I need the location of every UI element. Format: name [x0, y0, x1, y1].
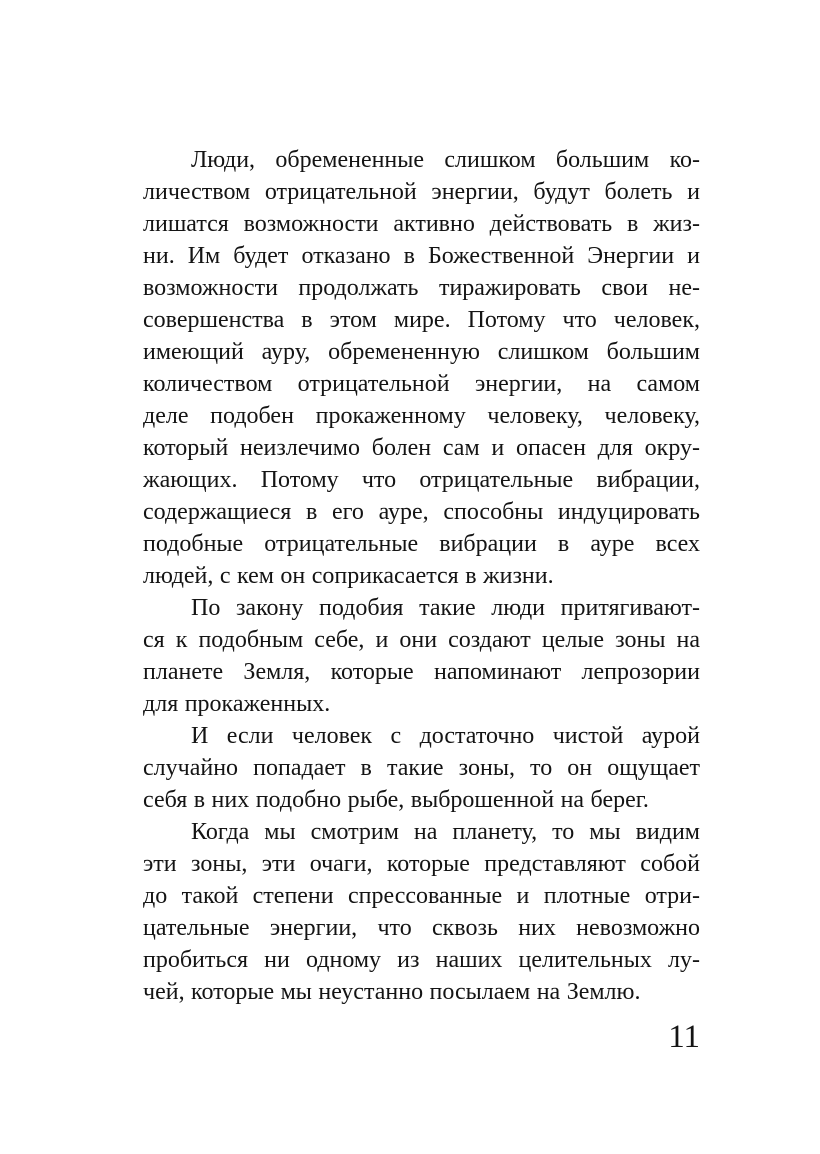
text-line: эти зоны, эти очаги, которые представляют собой [143, 851, 700, 877]
text-line: Люди, обремененные слишком большим ко- [191, 147, 700, 173]
text-line: планете Земля, которые напоминают лепрозории [143, 659, 700, 685]
text-line: количеством отрицательной энергии, на самом [143, 371, 700, 397]
text-line: людей, с кем он соприкасается в жизни. [143, 563, 554, 589]
text-line: личеством отрицательной энергии, будут болеть и [143, 179, 700, 205]
text-line: подобные отрицательные вибрации в ауре всех [143, 531, 700, 557]
text-line: имеющий ауру, обремененную слишком большим [143, 339, 700, 365]
text-line: И если человек с достаточно чистой аурой [191, 723, 700, 749]
text-line: для прокаженных. [143, 691, 331, 717]
text-block [143, 144, 700, 1008]
text-line: пробиться ни одному из наших целительных лу- [143, 947, 700, 973]
text-line: до такой степени спрессованные и плотные отри- [143, 883, 700, 909]
text-line: По закону подобия такие люди притягивают- [191, 595, 700, 621]
text-line: лишатся возможности активно действовать в жиз- [143, 211, 700, 237]
text-line: совершенства в этом мире. Потому что человек, [143, 307, 700, 333]
text-line: который неизлечимо болен сам и опасен для окру- [143, 435, 700, 461]
text-line: ся к подобным себе, и они создают целые зоны на [143, 627, 700, 653]
text-line: деле подобен прокаженному человеку, человеку, [143, 403, 700, 429]
text-line: содержащиеся в его ауре, способны индуцировать [143, 499, 700, 525]
text-line: возможности продолжать тиражировать свои не- [143, 275, 700, 301]
text-line: Когда мы смотрим на планету, то мы видим [191, 819, 700, 845]
text-line: случайно попадает в такие зоны, то он ощущает [143, 755, 700, 781]
text-line: ни. Им будет отказано в Божественной Энергии и [143, 243, 700, 269]
text-line: чей, которые мы неустанно посылаем на Землю. [143, 979, 641, 1005]
page-number: 11 [668, 1019, 700, 1055]
text-line: цательные энергии, что сквозь них невозможно [143, 915, 700, 941]
text-line: жающих. Потому что отрицательные вибрации, [143, 467, 700, 493]
text-line: себя в них подобно рыбе, выброшенной на берег. [143, 787, 649, 813]
